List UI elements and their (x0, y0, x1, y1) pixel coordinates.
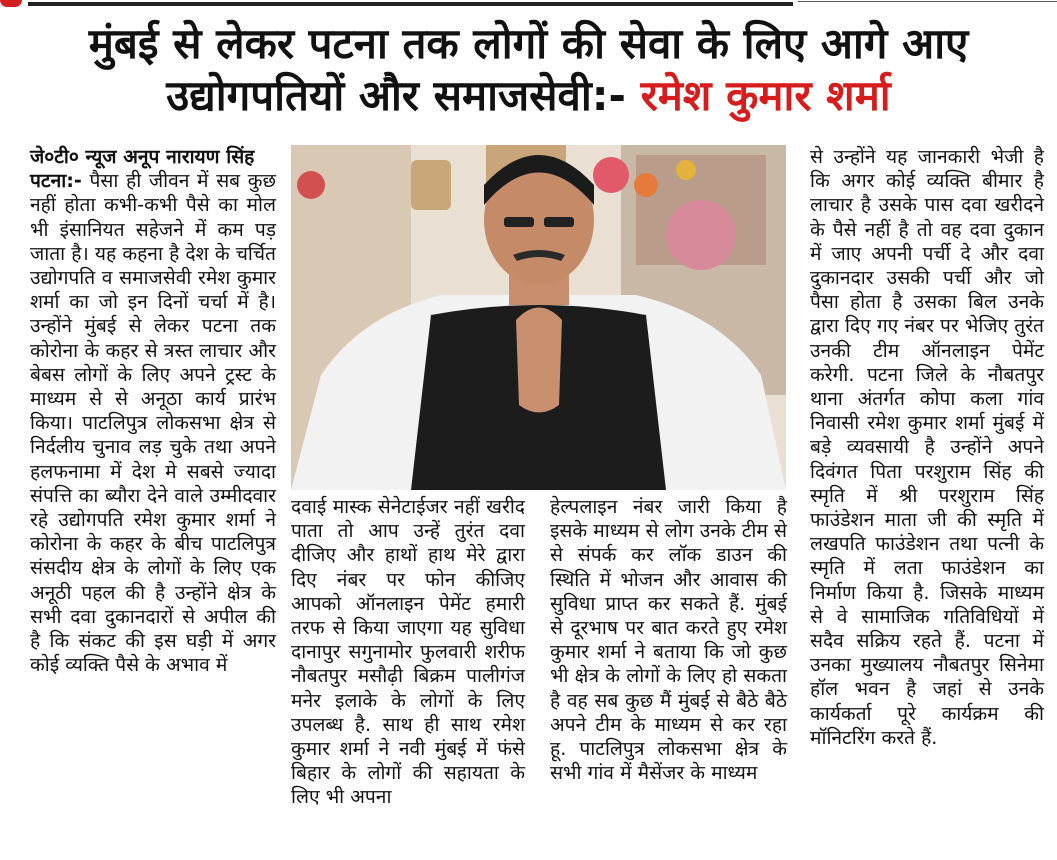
masthead-logo-fragment (0, 0, 22, 7)
headline (0, 18, 1057, 122)
article-column-2 (291, 495, 525, 810)
photo-illustration (291, 145, 786, 490)
column-3-text: हेल्पलाइन नंबर जारी किया है इसके माध्यम से लोग उनके टीम से से संपर्क कर लॉक डाउन की स्थिति में भोजन और आवास की सुविधा प्राप्त कर सकते हैं. मुंबई से दूरभाष पर बात करते हुए रमेश कुमार शर्मा ने बताया कि जो कुछ भी क्षेत्र के लोगों के लिए हो सकता है वह सब कुछ मैं मुंबई से बैठे बैठे अपने टीम के माध्यम से कर रहा हू. पाटलिपुत्र लोकसभा क्षेत्र के सभी गांव में मैसेंजर के माध्यम (550, 495, 787, 785)
dateline: पटना:- (30, 169, 82, 193)
article-column-4 (810, 145, 1044, 750)
column-1-body: पैसा ही जीवन में सब कुछ नहीं होता कभी-कभी पैसे का मोल भी इंसानियत सहेजने में कम पड़ जाता है। यह कहना है देश के चर्चित उद्योगपति व समाजसेवी रमेश कुमार शर्मा का जो इन दिनों चर्चा में है। उन्होंने मुंबई से लेकर पटना तक कोरोना के कहर से त्रस्त लाचार और बेबस लोगों के लिए अपने ट्रस्ट के माध्यम से से अनूठा कार्य प्रारंभ किया। पाटलिपुत्र लोकसभा क्षेत्र से निर्दलीय चुनाव लड़ चुके तथा अपने हलफनामा में देश मे सबसे ज्यादा संपत्ति का ब्यौरा देने वाले उम्मीदवार रहे उद्योगपति रमेश कुमार शर्मा ने कोरोना के कहर के बीच पाटलिपुत्र संसदीय क्षेत्र के लोगों के लिए एक अनूठी पहल की है उन्होंने क्षेत्र के सभी दवा दुकानदारों से अपील की है कि संकट की इस घड़ी में अगर कोई व्यक्ति पैसे के अभाव में (30, 169, 276, 677)
headline-black-part: उद्योगपतियों और समाजसेवी:- (166, 71, 641, 120)
article-photo (291, 145, 786, 490)
top-rule-thin (798, 1, 1057, 2)
headline-line-2 (0, 70, 1057, 122)
top-rule-thick (28, 2, 793, 6)
column-2-text: दवाई मास्क सेनेटाईजर नहीं खरीद पाता तो आप उन्हें तुरंत दवा दीजिए और हाथों हाथ मेरे द्वारा दिए नंबर पर फोन कीजिए आपको ऑनलाइन पेमेंट हमारी तरफ से किया जाएगा यह सुविधा दानापुर सगुनामोर फुलवारी शरीफ नौबतपुर मसौढ़ी बिक्रम पालीगंज मनेर इलाके के लोगों के लिए उपलब्ध है. साथ ही साथ रमेश कुमार शर्मा ने नवी मुंबई में फंसे बिहार के लोगों की सहायता के लिए भी अपना (291, 495, 525, 809)
top-rule (0, 0, 1057, 8)
byline: जे०टी० न्यूज अनूप नारायण सिंह (30, 145, 255, 168)
column-1-text (30, 169, 276, 677)
article-column-3 (550, 495, 787, 785)
column-4-text: से उन्होंने यह जानकारी भेजी है कि अगर कोई व्यक्ति बीमार है लाचार है उसके पास दवा खरीदने के पैसे नहीं है तो वह दवा दुकान में जाए अपनी पर्ची दे और दवा दुकानदार उसकी पर्ची और जो पैसा होता है उसका बिल उनके द्वारा दिए गए नंबर पर भेजिए तुरंत उनकी टीम ऑनलाइन पेमेंट करेगी. पटना जिले के नौबतपुर थाना अंतर्गत कोपा कला गांव निवासी रमेश कुमार शर्मा मुंबई में बड़े व्यवसायी है उन्होंने अपने दिवंगत पिता परशुराम सिंह की स्मृति में श्री परशुराम सिंह फाउंडेशन माता जी की स्मृति में लखपति फाउंडेशन तथा पत्नी के स्मृति में लता फाउंडेशन का निर्माण किया है. जिसके माध्यम से वे सामाजिक गतिविधियों में सदैव सक्रिय रहते हैं. पटना में उनका मुख्यालय नौबतपुर सिनेमा हॉल भवन है जहां से उनके कार्यकर्ता पूरे कार्यक्रम की मॉनिटरिंग करते हैं. (810, 145, 1044, 749)
headline-line-1: मुंबई से लेकर पटना तक लोगों की सेवा के लिए आगे आए (88, 19, 969, 68)
headline-red-name: रमेश कुमार शर्मा (640, 71, 891, 120)
article-column-1 (30, 145, 276, 677)
